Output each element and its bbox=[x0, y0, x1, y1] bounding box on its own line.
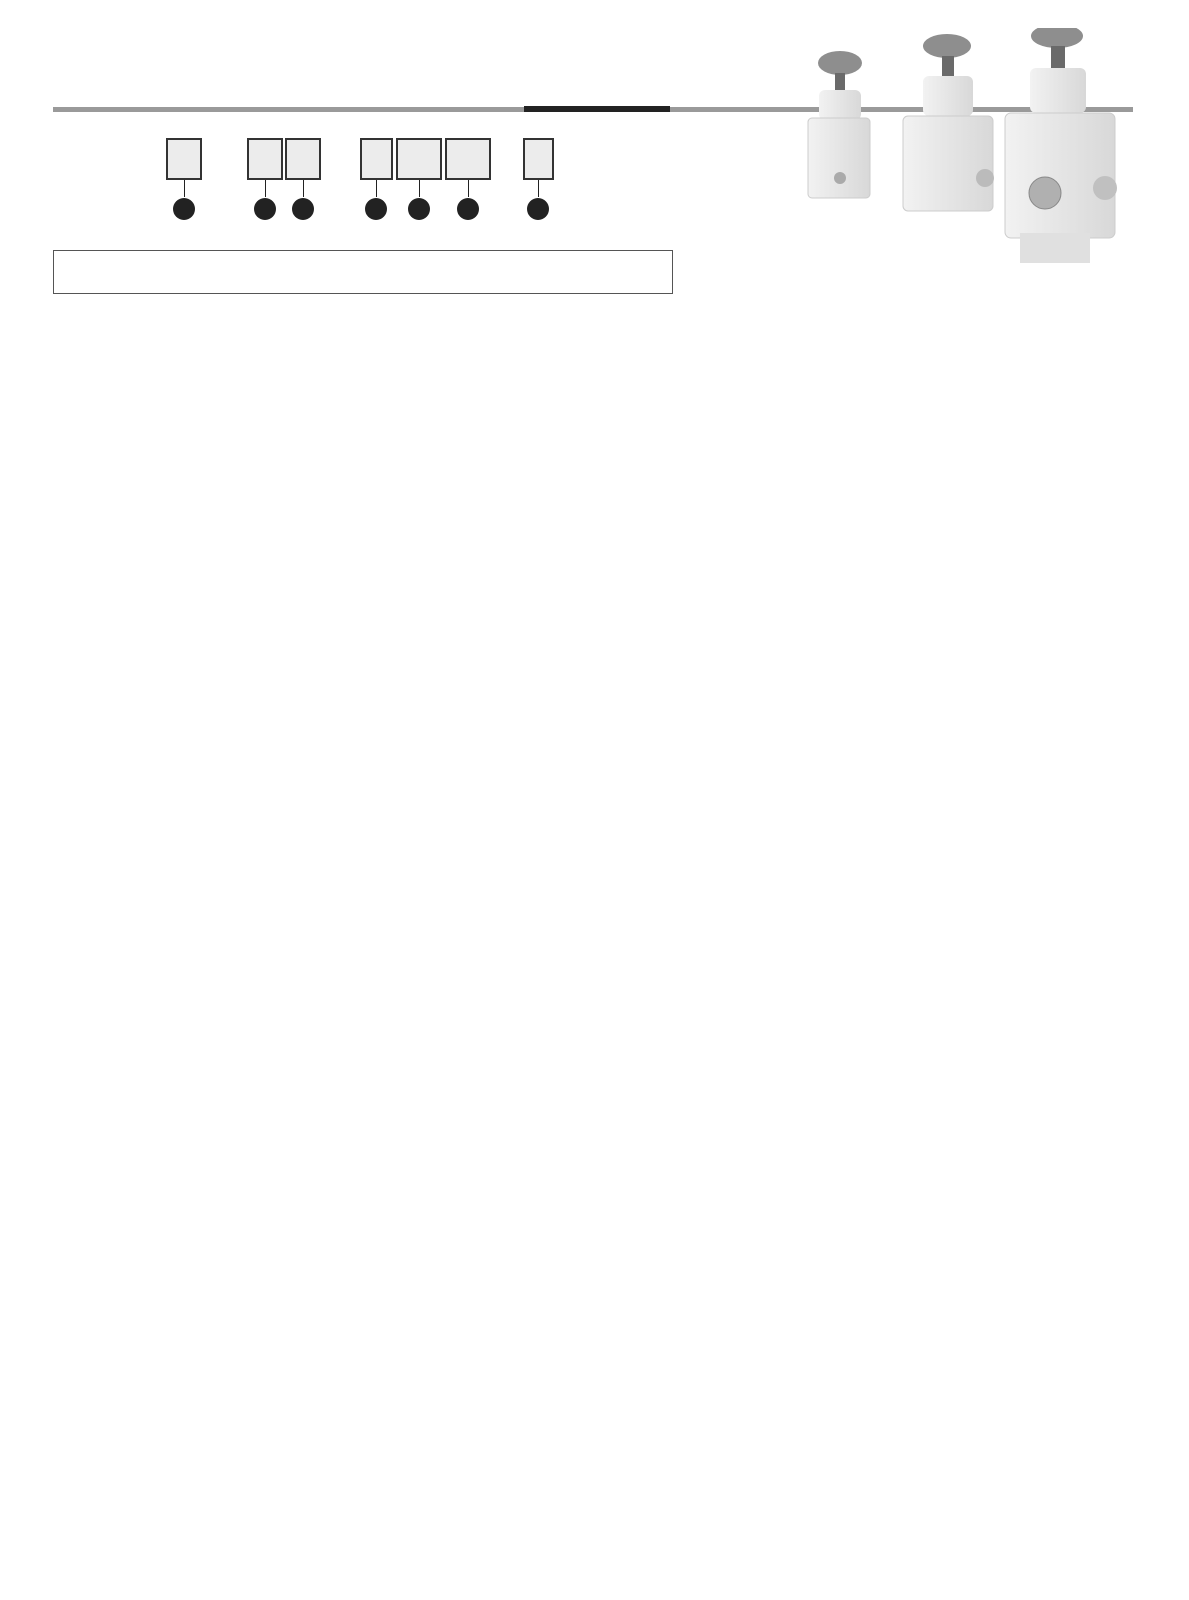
marker-4-icon bbox=[365, 198, 387, 220]
leader-line bbox=[265, 180, 266, 197]
marker-7-icon bbox=[527, 198, 549, 220]
code-box-7 bbox=[523, 138, 554, 180]
code-box-6 bbox=[445, 138, 491, 180]
leader-line bbox=[419, 180, 420, 197]
leader-line bbox=[468, 180, 469, 197]
leader-line bbox=[184, 180, 185, 197]
leader-line bbox=[538, 180, 539, 197]
marker-3-icon bbox=[292, 198, 314, 220]
code-box-5 bbox=[396, 138, 442, 180]
code-box-3 bbox=[285, 138, 321, 180]
code-box-2 bbox=[247, 138, 283, 180]
marker-2-icon bbox=[254, 198, 276, 220]
leader-line bbox=[303, 180, 304, 197]
marker-5-icon bbox=[408, 198, 430, 220]
title-underline bbox=[524, 106, 670, 112]
marker-1-icon bbox=[173, 198, 195, 220]
leader-line bbox=[376, 180, 377, 197]
selection-notes bbox=[53, 250, 673, 294]
product-image bbox=[805, 28, 1145, 268]
code-box-1 bbox=[166, 138, 202, 180]
code-box-4 bbox=[360, 138, 393, 180]
marker-6-icon bbox=[457, 198, 479, 220]
